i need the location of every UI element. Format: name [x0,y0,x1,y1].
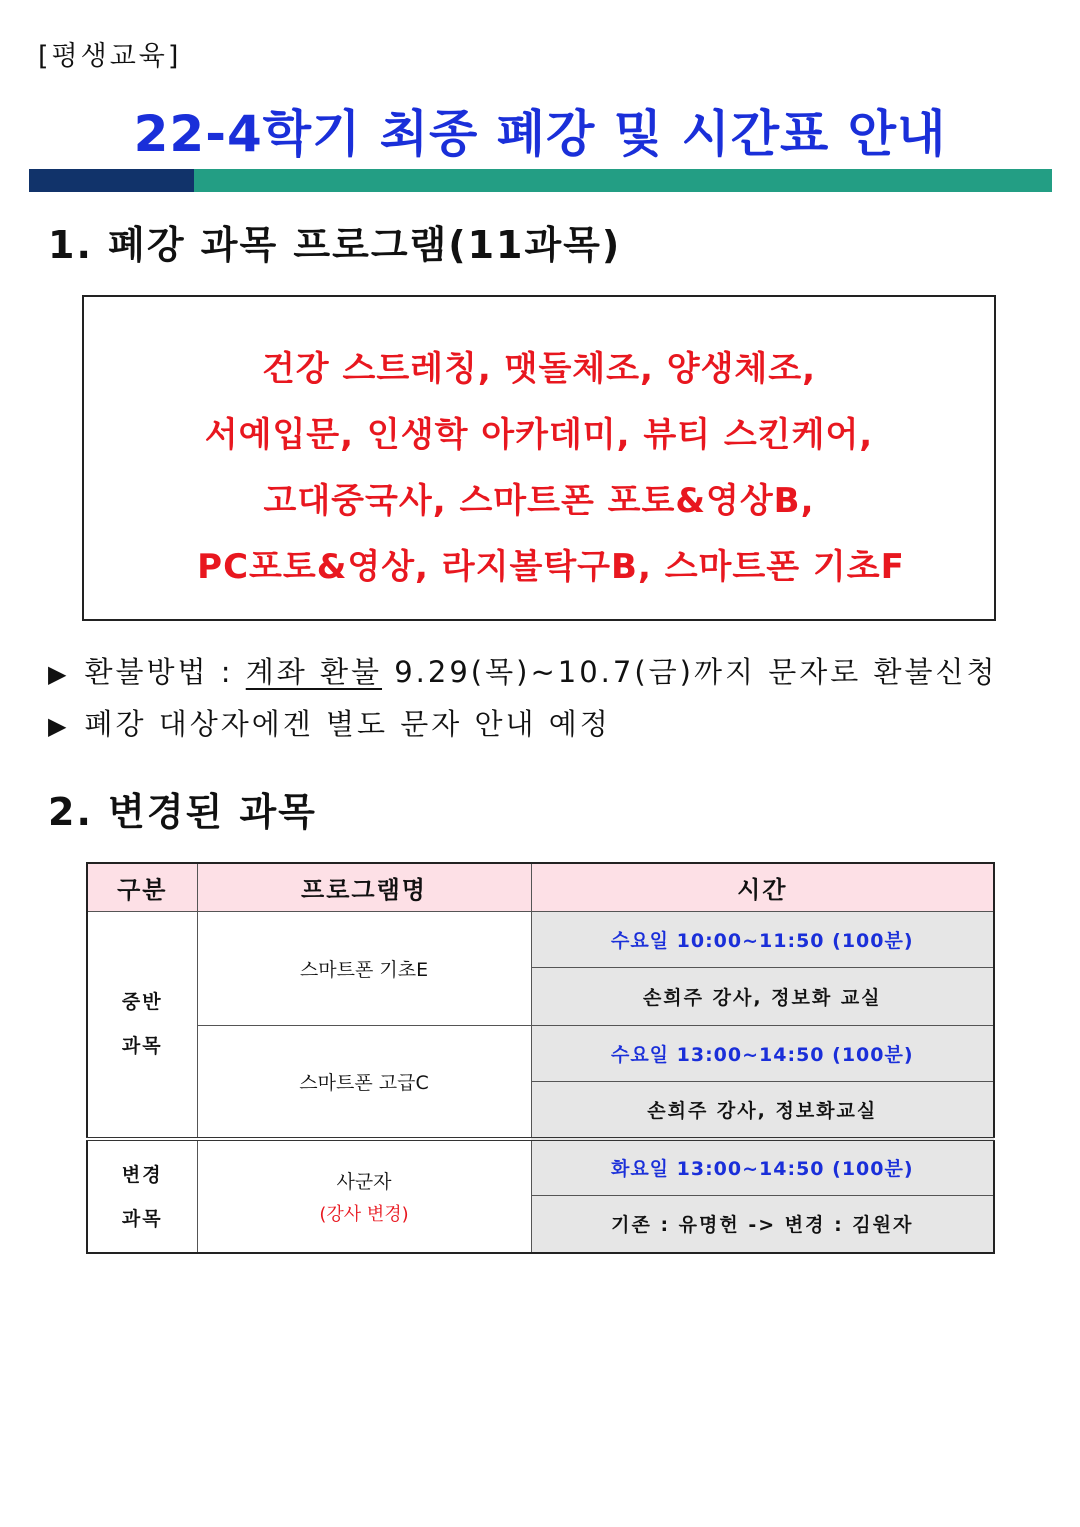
category-line: 과목 [121,1035,163,1058]
instructor-cell: 기존 : 유명헌 -> 변경 : 김원자 [531,1195,994,1253]
time-cell: 화요일 13:00~14:50 (100분) [531,1139,994,1195]
program-name: 사군자 [336,1171,392,1193]
closed-courses-line: 건강 스트레칭, 맷돌체조, 양생체조, [261,349,817,389]
closed-courses-line: 고대중국사, 스마트폰 포토&영상B, [263,481,815,521]
header-time: 시간 [531,863,994,911]
category-cell [87,1139,197,1253]
category-line: 중반 [121,991,163,1014]
table-row [87,911,994,967]
program-name: 스마트폰 고급C [197,1025,531,1139]
table-row [87,1139,994,1195]
header-category: 구분 [87,863,197,911]
instructor-change-note: (강사 변경) [319,1204,409,1225]
triangle-bullet-icon: ▶ [48,712,67,740]
table-row [87,1025,994,1081]
refund-notice [48,650,998,691]
triangle-bullet-icon: ▶ [48,660,67,688]
section2-heading: 2. 변경된 과목 [48,790,317,834]
category-line: 과목 [121,1207,163,1230]
refund-label: 환불방법 : [84,655,246,689]
instructor-cell: 손희주 강사, 정보화 교실 [531,967,994,1025]
header-program: 프로그램명 [197,863,531,911]
category-label: [평생교육] [38,41,182,72]
sms-notice-text: 폐강 대상자에겐 별도 문자 안내 예정 [84,707,611,741]
category-cell [87,911,197,1139]
page-title: 22-4학기 최종 폐강 및 시간표 안내 [133,105,947,163]
closed-courses-line: PC포토&영상, 라지볼탁구B, 스마트폰 기초F [197,547,905,587]
sms-notice [48,702,611,743]
title-bar-teal [194,169,1052,192]
program-name: 스마트폰 기초E [197,911,531,1025]
table-header-row [87,863,994,911]
section1-heading: 1. 폐강 과목 프로그램(11과목) [48,223,622,267]
time-cell: 수요일 10:00~11:50 (100분) [531,911,994,967]
refund-method: 계좌 환불 [245,655,383,689]
instructor-cell: 손희주 강사, 정보화교실 [531,1081,994,1139]
refund-period: 9.29(목)~10.7(금)까지 문자로 환불신청 [382,655,998,689]
closed-courses-line: 서예입문, 인생학 아카데미, 뷰티 스킨케어, [204,415,874,455]
title-bar-navy [29,169,194,192]
title-underline-bar [29,169,1052,192]
changed-courses-table [86,862,995,1254]
closed-courses-box [82,295,996,621]
time-cell: 수요일 13:00~14:50 (100분) [531,1025,994,1081]
program-cell [197,1139,531,1253]
category-line: 변경 [121,1163,163,1186]
